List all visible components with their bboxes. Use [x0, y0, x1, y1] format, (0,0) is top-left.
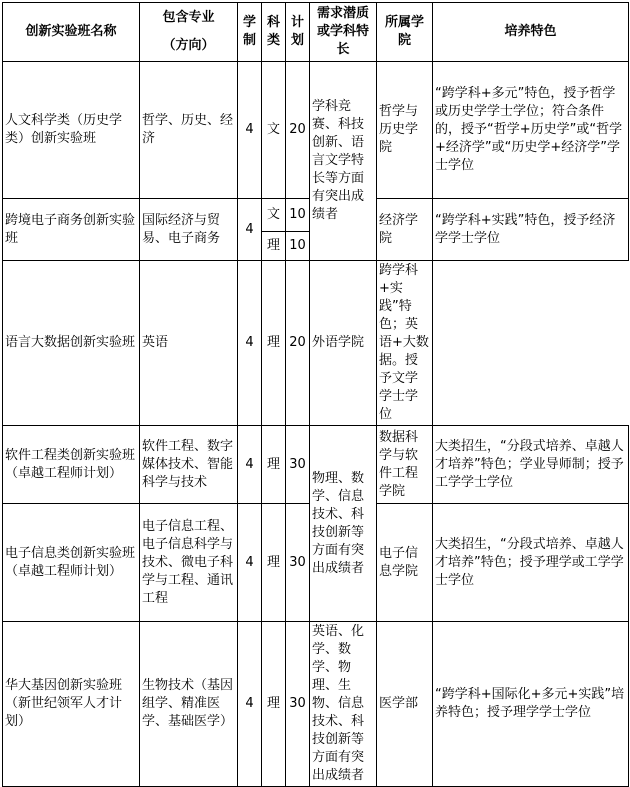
program-plan: 20 [286, 62, 310, 199]
header-feature: 培养特色 [433, 3, 629, 62]
header-major [140, 3, 238, 62]
header-major-line1: 包含专业 [162, 10, 215, 25]
program-plan: 20 [286, 261, 310, 426]
table-row [3, 261, 629, 426]
program-years: 4 [238, 504, 262, 622]
table-row [3, 426, 629, 504]
header-college: 所属学院 [377, 3, 433, 62]
program-years: 4 [238, 199, 262, 261]
table-row [3, 62, 629, 199]
program-college: 数据科学与软件工程学院 [377, 426, 433, 504]
program-major: 生物技术（基因组学、精准医学、基础医学） [140, 622, 238, 787]
program-plan: 30 [286, 622, 310, 787]
header-requirement: 需求潜质或学科特长 [310, 3, 377, 62]
requirement-gene: 英语、化学、数学、物理、生物、信息技术、科技创新等方面有突出成绩者 [310, 622, 377, 787]
program-college: 哲学与历史学院 [377, 62, 433, 199]
program-subject: 文 [262, 62, 286, 199]
program-college: 经济学院 [377, 199, 433, 261]
program-subject: 文 [262, 199, 286, 232]
program-years: 4 [238, 261, 262, 426]
program-name: 软件工程类创新实验班（卓越工程师计划） [3, 426, 140, 504]
requirement-humanities: 学科竞赛、科技创新、语言文学特长等方面有突出成绩者 [310, 62, 377, 261]
program-major: 电子信息工程、电子信息科学与技术、微电子科学与工程、通讯工程 [140, 504, 238, 622]
program-years: 4 [238, 622, 262, 787]
program-plan: 10 [286, 232, 310, 261]
program-major: 哲学、历史、经济 [140, 62, 238, 199]
program-feature: 大类招生，“分段式培养、卓越人才培养”特色；学业导师制；授予工学学士学位 [433, 426, 629, 504]
program-subject: 理 [262, 622, 286, 787]
program-years: 4 [238, 62, 262, 199]
program-name: 华大基因创新实验班（新世纪领军人才计划） [3, 622, 140, 787]
program-feature: “跨学科+国际化+多元+实践”培养特色；授予理学学士学位 [433, 622, 629, 787]
table-row [3, 622, 629, 787]
header-major-line2: （方向） [162, 38, 215, 53]
program-plan: 30 [286, 504, 310, 622]
requirement-science: 物理、数学、信息技术、科技创新等方面有突出成绩者 [310, 426, 377, 622]
program-subject: 理 [262, 232, 286, 261]
program-name: 语言大数据创新实验班 [3, 261, 140, 426]
program-subject: 理 [262, 261, 286, 426]
header-subject: 科类 [262, 3, 286, 62]
program-feature: “跨学科+多元”特色，授予哲学或历史学学士学位；符合条件的，授予“哲学+历史学”或“哲学+经济学”或“历史学+经济学”学士学位 [433, 62, 629, 199]
header-years: 学制 [238, 3, 262, 62]
header-row [3, 3, 629, 62]
program-table [2, 2, 629, 787]
program-years: 4 [238, 426, 262, 504]
program-major: 软件工程、数字媒体技术、智能科学与技术 [140, 426, 238, 504]
program-feature: 跨学科+实践”特色；英语+大数据。授予文学学士学位 [377, 261, 433, 426]
program-subject: 理 [262, 504, 286, 622]
program-plan: 10 [286, 199, 310, 232]
program-college: 医学部 [377, 622, 433, 787]
program-name: 跨境电子商务创新实验班 [3, 199, 140, 261]
program-college: 电子信息学院 [377, 504, 433, 622]
program-plan: 30 [286, 426, 310, 504]
program-feature: “跨学科+实践”特色，授予经济学学士学位 [433, 199, 629, 261]
program-major: 国际经济与贸易、电子商务 [140, 199, 238, 261]
program-college: 外语学院 [310, 261, 377, 426]
program-name: 人文科学类（历史学类）创新实验班 [3, 62, 140, 199]
header-plan: 计划 [286, 3, 310, 62]
program-feature: 大类招生，“分段式培养、卓越人才培养”特色；授予理学或工学学士学位 [433, 504, 629, 622]
program-name: 电子信息类创新实验班（卓越工程师计划） [3, 504, 140, 622]
program-major: 英语 [140, 261, 238, 426]
header-name: 创新实验班名称 [3, 3, 140, 62]
program-subject: 理 [262, 426, 286, 504]
